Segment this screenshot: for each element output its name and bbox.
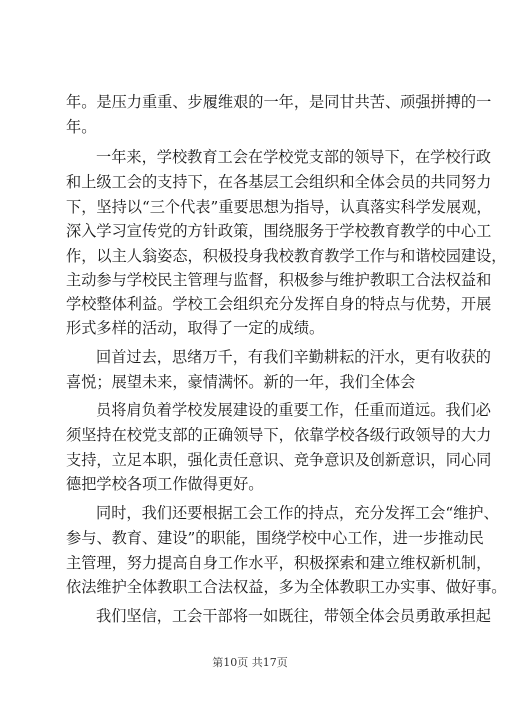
text-line: 须坚持在校党支部的正确领导下，依靠学校各级行政领导的大力 bbox=[66, 426, 492, 444]
paragraph-start-line: 同时，我们还要根据工会工作的持点，充分发挥工会“维护、 bbox=[96, 504, 499, 522]
paragraph-start-line: 员将肩负着学校发展建设的重要工作，任重而道远。我们必 bbox=[96, 401, 491, 419]
text-line: 德把学校各项工作做得更好。 bbox=[66, 475, 264, 493]
text-line: 年。是压力重重、步履维艰的一年，是同甘共苦、顽强拼搏的一 bbox=[66, 93, 492, 111]
paragraph-start-line: 一年来，学校教育工会在学校党支部的领导下，在学校行政 bbox=[96, 148, 491, 166]
text-line: 主动参与学校民主管理与监督，积极参与维护教职工合法权益和 bbox=[66, 271, 492, 289]
text-line: 学校整体利益。学校工会组织充分发挥自身的特点与优势，开展 bbox=[66, 295, 492, 313]
text-line: 支持，立足本职，强化责任意识、竞争意识及创新意识，同心同 bbox=[66, 451, 492, 469]
text-line: 形式多样的活动，取得了一定的成绩。 bbox=[66, 319, 325, 337]
text-line: 参与、教育、建设”的职能，围绕学校中心工作，进一步推动民 bbox=[66, 529, 484, 547]
text-line: 年。 bbox=[66, 118, 97, 136]
paragraph-start-line: 回首过去，思绪万千，有我们辛勤耕耘的汗水，更有收获的 bbox=[96, 348, 491, 366]
paragraph-start-line: 我们坚信，工会干部将一如既往，带领全体会员勇敢承担起 bbox=[96, 607, 491, 625]
text-line: 深入学习宣传党的方针政策，围绕服务于学校教育教学的中心工 bbox=[66, 222, 492, 240]
text-line: 喜悦；展望未来，豪情满怀。新的一年，我们全体会 bbox=[66, 373, 416, 391]
text-line: 下，坚持以“三个代表”重要思想为指导，认真落实科学发展观， bbox=[66, 198, 492, 216]
text-line: 主管理，努力提高自身工作水平，积极探索和建立维权新机制， bbox=[66, 554, 492, 572]
text-line: 作，以主人翁姿态，积极投身我校教育教学工作与和谐校园建设， bbox=[66, 247, 506, 265]
text-line: 和上级工会的支持下，在各基层工会组织和全体会员的共同努力 bbox=[66, 173, 492, 191]
page-number-footer: 第10页 共17页 bbox=[212, 656, 288, 669]
text-line: 依法维护全体教职工合法权益，多为全体教职工办实事、做好事。 bbox=[66, 578, 506, 596]
